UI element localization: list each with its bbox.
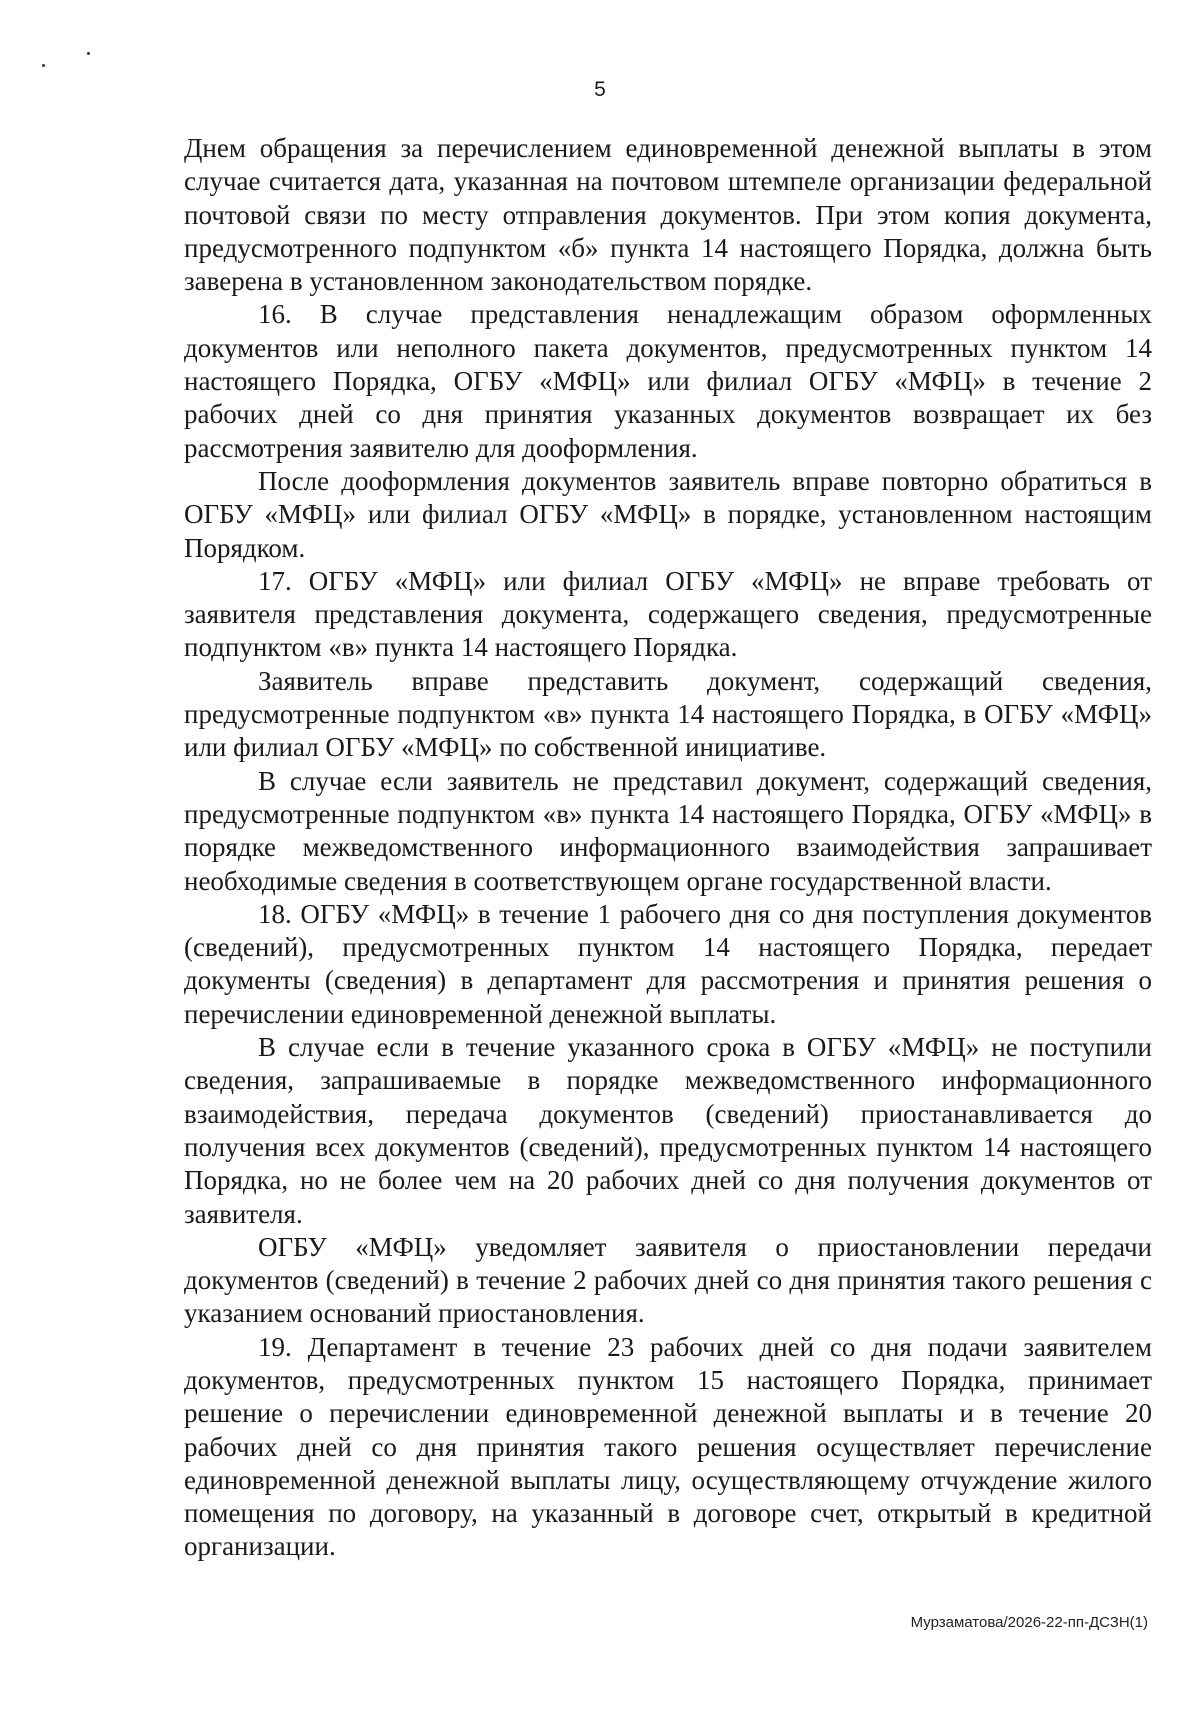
- paragraph-suspension: В случае если в течение указанного срока в ОГБУ «МФЦ» не поступили сведения, запрашиваемые в порядке межведомственного информационного взаимодействия, передача документов (сведений) приостанавливается до получения всех документов (сведений), предусмотренных пунктом 14 настоящего Порядка, но не более чем на 20 рабочих дней со дня получения документов от заявителя.: [184, 1032, 1152, 1229]
- document-footer-code: Мурзаматова/2026-22-пп-ДСЗН(1): [910, 1614, 1148, 1631]
- paragraph-item-16: 16. В случае представления ненадлежащим образом оформленных документов или неполного пакета документов, предусмотренных пунктом 14 настоящего Порядка, ОГБУ «МФЦ» или филиал ОГБУ «МФЦ» в течение 2 рабочих дней со дня принятия указанных документов возвращает их без рассмотрения заявителю для дооформления.: [184, 299, 1152, 463]
- page-number: 5: [594, 78, 606, 101]
- paragraph-item-17: 17. ОГБУ «МФЦ» или филиал ОГБУ «МФЦ» не вправе требовать от заявителя представления документа, содержащего сведения, предусмотренные подпунктом «в» пункта 14 настоящего Порядка.: [184, 565, 1152, 663]
- paragraph-interagency-request: В случае если заявитель не представил документ, содержащий сведения, предусмотренные подпунктом «в» пункта 14 настоящего Порядка, ОГБУ «МФЦ» в порядке межведомственного информационного взаимодействия запрашивает необходимые сведения в соответствующем органе государственной власти.: [184, 765, 1152, 896]
- document-body: [184, 132, 1152, 1564]
- paragraph-item-18: 18. ОГБУ «МФЦ» в течение 1 рабочего дня со дня поступления документов (сведений), предусмотренных пунктом 14 настоящего Порядка, передает документы (сведения) в департамент для рассмотрения и принятия решения о перечислении единовременной денежной выплаты.: [184, 898, 1152, 1029]
- paragraph-continuation: Днем обращения за перечислением единовременной денежной выплаты в этом случае считается дата, указанная на почтовом штемпеле организации федеральной почтовой связи по месту отправления документов. При этом копия документа, предусмотренного подпунктом «б» пункта 14 настоящего Порядка, должна быть заверена в установленном законодательством порядке.: [184, 133, 1152, 297]
- scan-artifact-dot: [87, 52, 90, 55]
- paragraph-item-19: 19. Департамент в течение 23 рабочих дней со дня подачи заявителем документов, предусмотренных пунктом 15 настоящего Порядка, принимает решение о перечислении единовременной денежной выплаты и в течение 20 рабочих дней со дня принятия такого решения осуществляет перечисление единовременной денежной выплаты лицу, осуществляющему отчуждение жилого помещения по договору, на указанный в договоре счет, открытый в кредитной организации.: [184, 1331, 1152, 1562]
- paragraph-applicant-right: Заявитель вправе представить документ, содержащий сведения, предусмотренные подпунктом «в» пункта 14 настоящего Порядка, в ОГБУ «МФЦ» или филиал ОГБУ «МФЦ» по собственной инициативе.: [184, 665, 1152, 763]
- paragraph-after-reformatting: После дооформления документов заявитель вправе повторно обратиться в ОГБУ «МФЦ» или филиал ОГБУ «МФЦ» в порядке, установленном настоящим Порядком.: [184, 465, 1152, 563]
- scan-artifact-dot: [42, 64, 45, 67]
- paragraph-notification: ОГБУ «МФЦ» уведомляет заявителя о приостановлении передачи документов (сведений) в течение 2 рабочих дней со дня принятия такого решения с указанием оснований приостановления.: [184, 1231, 1152, 1329]
